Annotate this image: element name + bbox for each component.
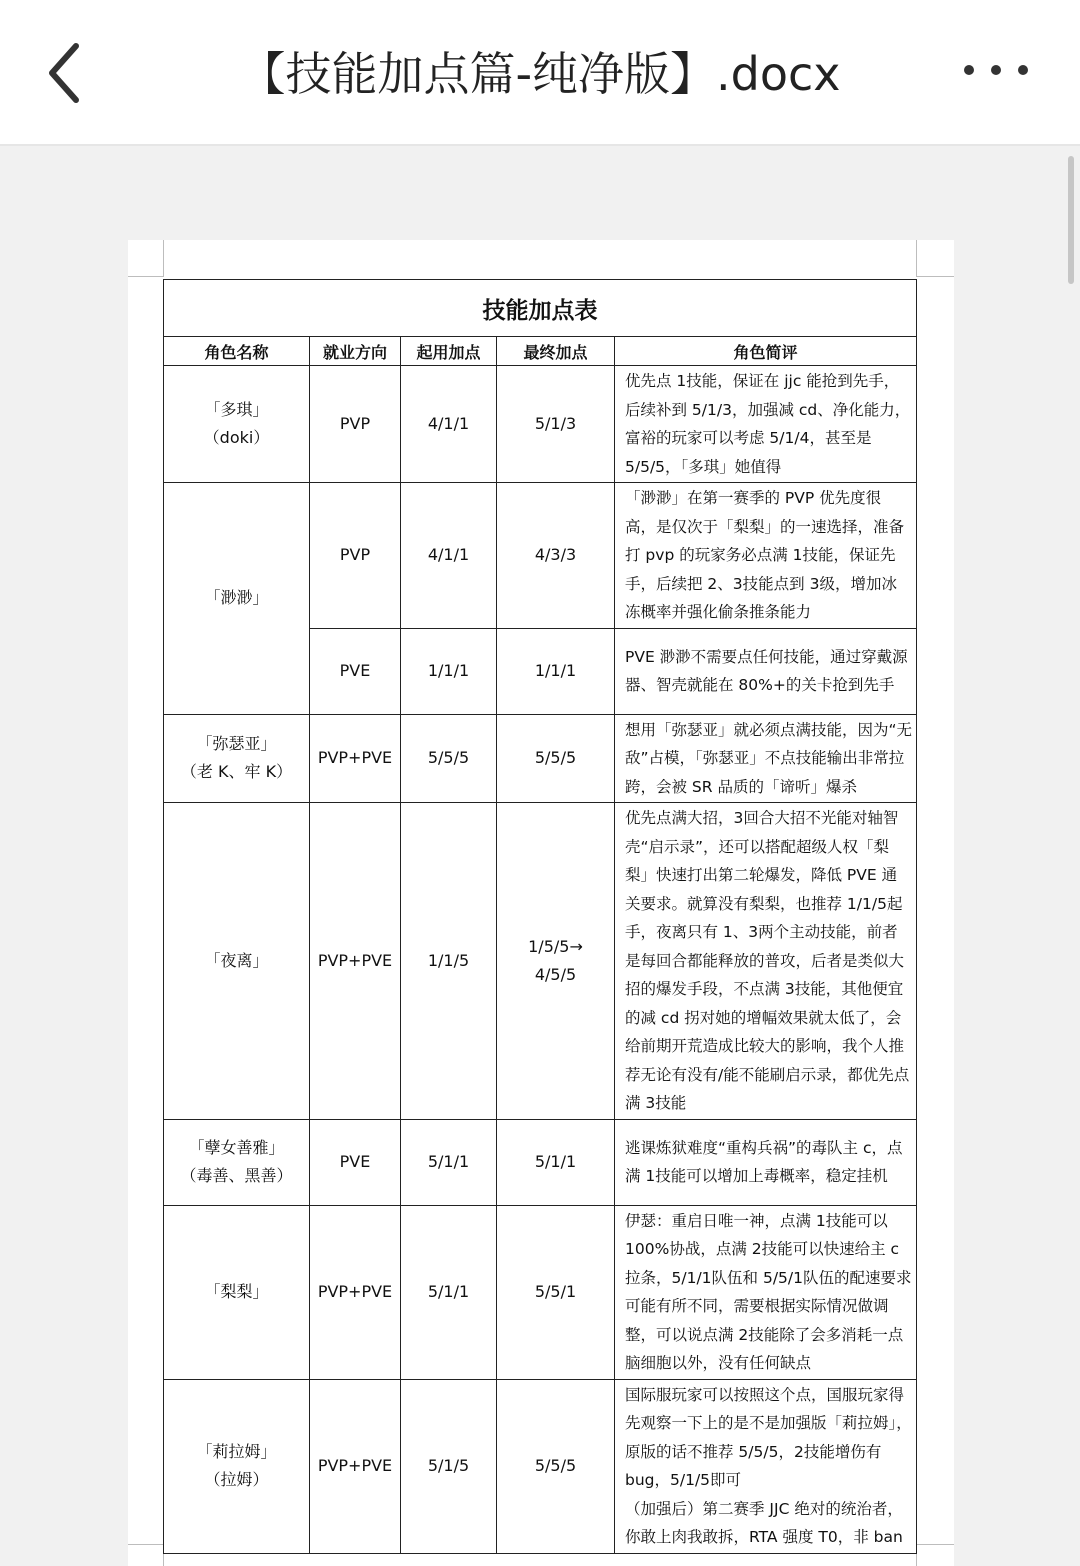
- direction-cell: PVP+PVE: [310, 803, 401, 1120]
- table-row: [164, 483, 917, 629]
- character-name-cell: [164, 803, 310, 1120]
- direction-cell: PVP+PVE: [310, 1379, 401, 1553]
- character-name: 「多琪」: [204, 400, 269, 419]
- crop-mark: [916, 240, 917, 276]
- start-points-cell: 1/1/5: [401, 803, 497, 1120]
- column-header: 角色名称: [164, 337, 310, 366]
- start-points-cell: 4/1/1: [401, 483, 497, 629]
- column-header: 最终加点: [497, 337, 615, 366]
- scrollbar-thumb[interactable]: [1068, 156, 1074, 284]
- direction-cell: PVE: [310, 1119, 401, 1205]
- table-header-row: [164, 337, 917, 366]
- final-points-line: 4/5/5: [534, 964, 577, 984]
- direction-cell: PVE: [310, 628, 401, 714]
- table-row: [164, 1119, 917, 1205]
- column-header: 就业方向: [310, 337, 401, 366]
- table-row: [164, 1205, 917, 1379]
- crop-mark: [916, 276, 954, 277]
- start-points-cell: 5/1/1: [401, 1119, 497, 1205]
- table-row: [164, 366, 917, 483]
- character-name-cell: [164, 714, 310, 803]
- final-points-cell: 5/5/5: [497, 1379, 615, 1553]
- final-points-cell: [497, 803, 615, 1120]
- table-caption: 技能加点表: [164, 280, 917, 337]
- comment-cell: PVE 渺渺不需要点任何技能，通过穿戴源器、智壳就能在 80%+的关卡抢到先手: [615, 628, 917, 714]
- chevron-left-icon: [40, 38, 100, 108]
- crop-mark: [163, 240, 164, 276]
- final-points-cell: 1/1/1: [497, 628, 615, 714]
- comment-cell: 逃课炼狱难度“重构兵祸”的毒队主 c，点满 1技能可以增加上毒概率，稳定挂机: [615, 1119, 917, 1205]
- character-name: 「夜离」: [204, 950, 269, 970]
- back-button[interactable]: [40, 38, 100, 108]
- comment-cell: [615, 1379, 917, 1553]
- final-points-cell: 5/1/3: [497, 366, 615, 483]
- more-options-button[interactable]: [964, 58, 1028, 82]
- character-name: 「孽女善雅」: [188, 1138, 285, 1157]
- comment-paragraph: 国际服玩家可以按照这个点，国服玩家得先观察一下上的是不是加强版「莉拉姆」，原版的话不推荐 5/5/5，2技能增伤有 bug，5/1/5即可: [625, 1385, 912, 1489]
- start-points-cell: 5/5/5: [401, 714, 497, 803]
- table-row: [164, 1379, 917, 1553]
- direction-cell: PVP: [310, 483, 401, 629]
- table-row: [164, 714, 917, 803]
- document-title: 【技能加点篇-纯净版】.docx: [239, 47, 841, 101]
- final-points-cell: 4/3/3: [497, 483, 615, 629]
- comment-cell: 优先点 1技能，保证在 jjc 能抢到先手，后续补到 5/1/3，加强减 cd、净化能力，富裕的玩家可以考虑 5/1/4，甚至是 5/5/5，「多琪」她值得: [615, 366, 917, 483]
- crop-mark: [128, 276, 164, 277]
- comment-cell: 想用「弥瑟亚」就必须点满技能，因为“无敌”占模，「弥瑟亚」不点技能输出非常拉跨，会被 SR 品质的「谛听」爆杀: [615, 714, 917, 803]
- character-name: 「渺渺」: [204, 588, 269, 608]
- table-row: [164, 803, 917, 1120]
- direction-cell: PVP+PVE: [310, 1205, 401, 1379]
- character-name: 「弥瑟亚」: [196, 734, 277, 754]
- document-viewer[interactable]: [0, 148, 1080, 1566]
- start-points-cell: 1/1/1: [401, 628, 497, 714]
- more-horizontal-icon: [964, 65, 974, 75]
- document-page: [128, 240, 954, 1566]
- start-points-cell: 4/1/1: [401, 366, 497, 483]
- comment-cell: 优先点满大招，3回合大招不光能对轴智壳“启示录”，还可以搭配超级人权「梨梨」快速打出第二轮爆发，降低 PVE 通关要求。就算没有梨梨，也推荐 1/1/5起手，夜离只有 1、3两个主动技能，前者是每回合都能释放的普攻，后者是类似大招的爆发手段，不点满 3技能，其他便宜的减 cd 拐对她的增幅效果就太低了，会给前期开荒造成比较大的影响，我个人推荐无论有没有/能不能刷启示录，都优先点满 3技能: [615, 803, 917, 1120]
- character-alias: （拉姆）: [204, 1470, 269, 1489]
- crop-mark: [916, 1544, 954, 1545]
- character-alias: （老 K、牢 K）: [180, 762, 293, 782]
- app-header: [0, 0, 1080, 146]
- character-name-cell: [164, 366, 310, 483]
- direction-cell: PVP+PVE: [310, 714, 401, 803]
- final-points-cell: 5/5/1: [497, 1205, 615, 1379]
- comment-cell: 伊瑟：重启日唯一神，点满 1技能可以 100%协战，点满 2技能可以快速给主 c 拉条，5/1/1队伍和 5/5/1队伍的配速要求可能有所不同，需要根据实际情况做调整，可以说点满 2技能除了会多消耗一点脑细胞以外，没有任何缺点: [615, 1205, 917, 1379]
- character-name: 「莉拉姆」: [196, 1442, 277, 1461]
- direction-cell: PVP: [310, 366, 401, 483]
- start-points-cell: 5/1/1: [401, 1205, 497, 1379]
- skill-table: [163, 279, 917, 1554]
- character-alias: （doki）: [203, 428, 270, 447]
- column-header: 起用加点: [401, 337, 497, 366]
- character-alias: （毒善、黑善）: [180, 1166, 293, 1185]
- start-points-cell: 5/1/5: [401, 1379, 497, 1553]
- comment-paragraph: （加强后）第二赛季 JJC 绝对的统治者，你敢上肉我敢拆，RTA 强度 T0，非 ban: [625, 1499, 903, 1546]
- character-name-cell: [164, 1205, 310, 1379]
- character-name-cell: [164, 483, 310, 715]
- column-header: 角色简评: [615, 337, 917, 366]
- final-points-cell: 5/1/1: [497, 1119, 615, 1205]
- character-name: 「梨梨」: [204, 1282, 269, 1301]
- character-name-cell: [164, 1119, 310, 1205]
- final-points-line: 1/5/5→: [528, 936, 583, 956]
- crop-mark: [128, 1544, 164, 1545]
- character-name-cell: [164, 1379, 310, 1553]
- comment-cell: 「渺渺」在第一赛季的 PVP 优先度很高，是仅次于「梨梨」的一速选择，准备打 pvp 的玩家务必点满 1技能，保证先手，后续把 2、3技能点到 3级，增加冰冻概率并强化偷条推条能力: [615, 483, 917, 629]
- final-points-cell: 5/5/5: [497, 714, 615, 803]
